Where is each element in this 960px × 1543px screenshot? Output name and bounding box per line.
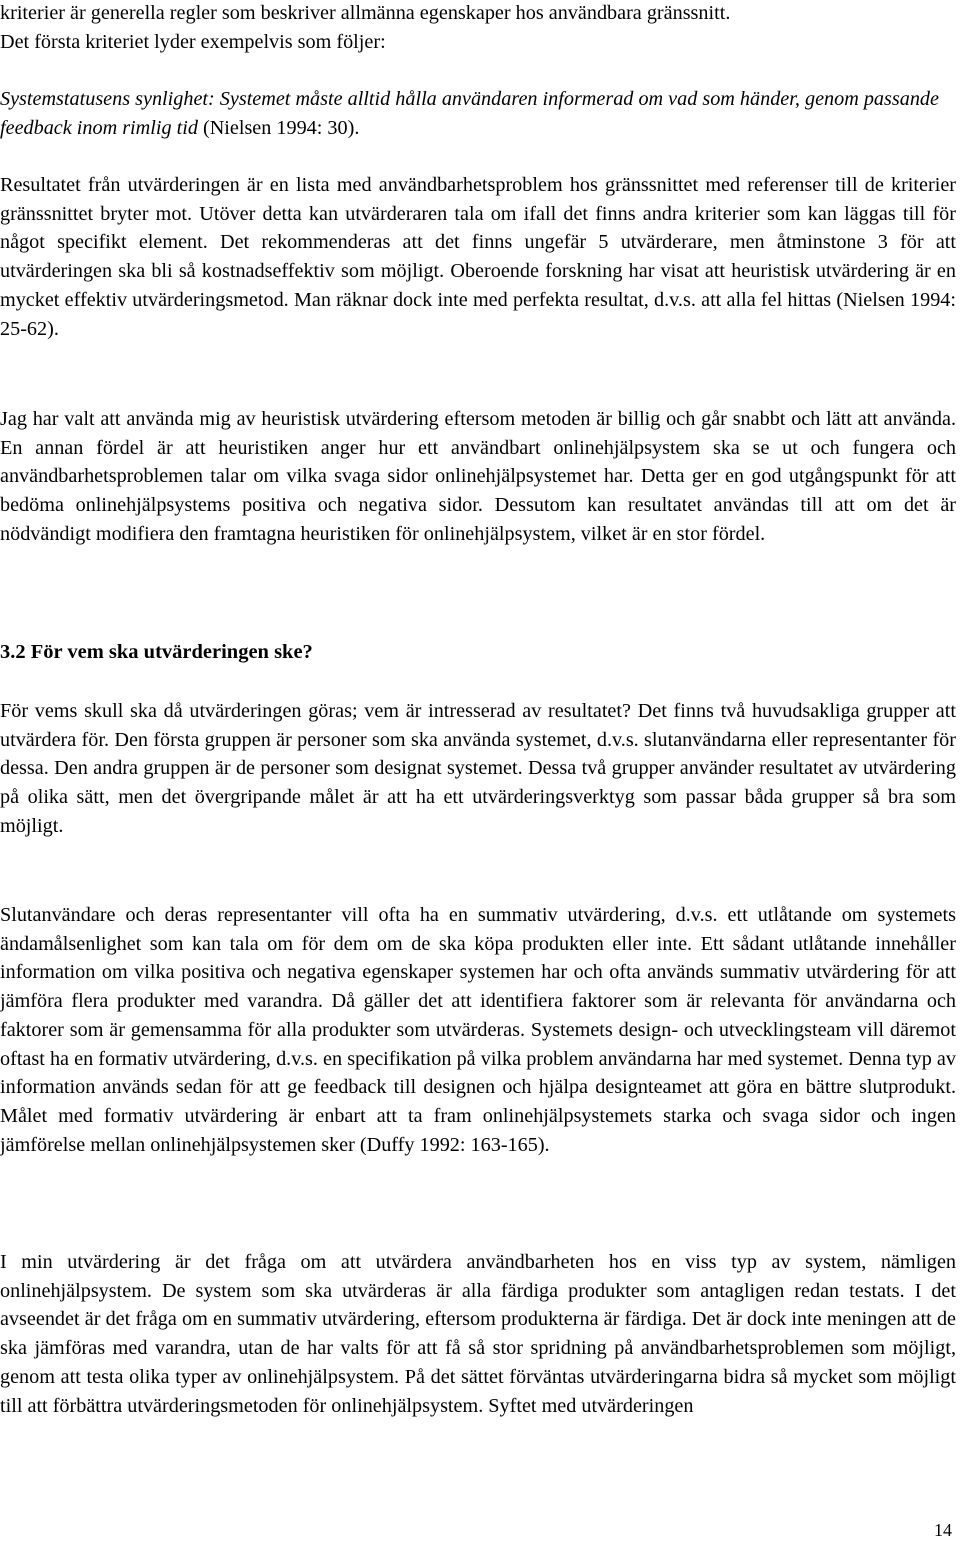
paragraph-method-choice: Jag har valt att använda mig av heuristisk utvärdering eftersom metoden är billig och går snabbt och lätt att använda. En annan fördel är att heuristiken anger hur ett användbart onlinehjälpsystem ska se ut och fungera och användbarhetsproblemen talar om vilka svaga sidor onlinehjälpsystemet har. Detta ger en god utgångspunkt för att bedöma onlinehjälpsystems positiva och negativa sidor. Dessutom kan resultatet användas till att om det är nödvändigt modifiera den framtagna heuristiken för onlinehjälpsystem, vilket är en stor fördel. bbox=[0, 408, 956, 545]
section-heading: 3.2 För vem ska utvärderingen ske? bbox=[0, 641, 313, 663]
paragraph-summative-formative: Slutanvändare och deras representanter vill ofta ha en summativ utvärdering, d.v.s. ett utlåtande om systemets ändamålsenlighet som kan tala om för dem om de ska köpa produkten eller inte. Ett sådant utlåtande innehåller information om vilka positiva och negativa egenskaper systemen har och ofta används summativ utvärdering för att jämföra flera produkter med varandra. Då gäller det att identifiera faktorer som är relevanta för användarna och faktorer som är gemensamma för alla produkter som utvärderas. Systemets design- och utvecklingsteam vill däremot oftast ha en formativ utvärdering, d.v.s. en specifikation på vilka problem användarna har med systemet. Denna typ av information används sedan för att ge feedback till designen och hjälpa designteamet att göra en bättre slutprodukt. Målet med formativ utvärdering är enbart att ta fram onlinehjälpsystemets starka och svaga sidor och ingen jämförelse mellan onlinehjälpsystemen sker (Duffy 1992: 163-165). bbox=[0, 904, 956, 1156]
intro-line-1: kriterier är generella regler som beskriver allmänna egenskaper hos användbara gränssnitt. bbox=[0, 2, 731, 24]
page-number: 14 bbox=[934, 1520, 952, 1540]
paragraph-results: Resultatet från utvärderingen är en lista med användbarhetsproblem hos gränssnittet med referenser till de kriterier gränssnittet bryter mot. Utöver detta kan utvärderaren tala om ifall det finns andra kriterier som kan läggas till för något specifikt element. Det rekommenderas att det finns ungefär 5 utvärderare, men åtminstone 3 för att utvärderingen ska bli så kostnadseffektiv som möjligt. Oberoende forskning har visat att heuristisk utvärdering är en mycket effektiv utvärderingsmetod. Man räknar dock inte med perfekta resultat, d.v.s. att alla fel hittas (Nielsen 1994: 25-62). bbox=[0, 174, 956, 340]
quote-citation: (Nielsen 1994: 30). bbox=[197, 116, 360, 139]
paragraph-target-groups: För vems skull ska då utvärderingen göras; vem är intresserad av resultatet? Det finns två huvudsakliga grupper att utvärdera för. Den första gruppen är personer som ska använda systemet, d.v.s. slutanvändarna eller representanter för dessa. Den andra gruppen är de personer som designat systemet. Dessa två grupper använder resultatet av utvärdering på olika sätt, men det övergripande målet är att ha ett utvärderingsverktyg som passar båda grupper så bra som möjligt. bbox=[0, 700, 956, 837]
quote-text: Systemstatusens synlighet: Systemet måste alltid hålla användaren informerad om vad som händer, genom passande feedback inom rimlig tid bbox=[0, 88, 939, 139]
quote-paragraph bbox=[0, 85, 958, 142]
paragraph-my-evaluation: I min utvärdering är det fråga om att utvärdera användbarheten hos en viss typ av system, nämligen onlinehjälpsystem. De system som ska utvärderas är alla färdiga produkter som antagligen redan testats. I det avseendet är det fråga om en summativ utvärdering, eftersom produkterna är färdiga. Det är dock inte meningen att de ska jämföras med varandra, utan de har valts för att få så stor spridning på användbarhetsproblemen som möjligt, genom att testa olika typer av onlinehjälpsystem. På det sättet förväntas utvärderingarna bidra så mycket som möjligt till att förbättra utvärderingsmetoden för onlinehjälpsystem. Syftet med utvärderingen bbox=[0, 1251, 956, 1417]
intro-paragraph bbox=[0, 0, 956, 56]
intro-line-2: Det första kriteriet lyder exempelvis som följer: bbox=[0, 30, 386, 53]
